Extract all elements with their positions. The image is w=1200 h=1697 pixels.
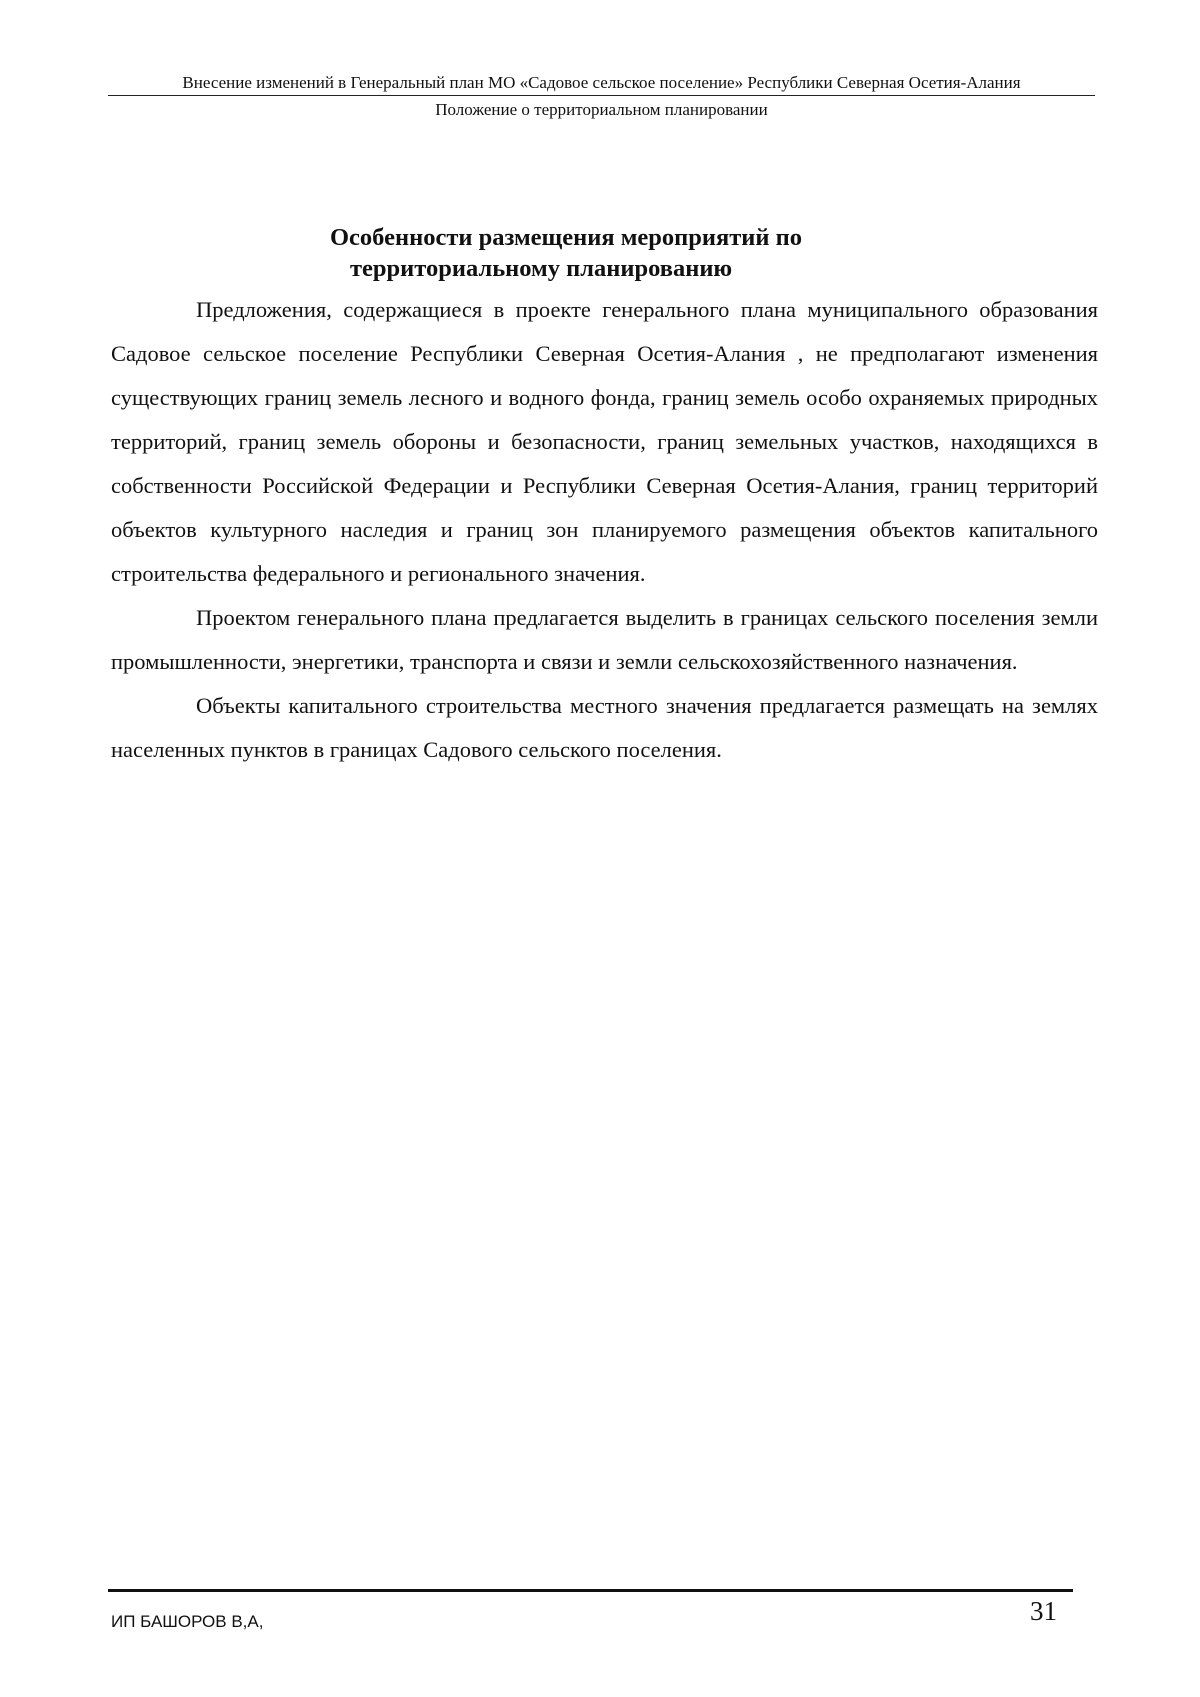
- body-text: [111, 288, 1098, 772]
- paragraph: Объекты капитального строительства местного значения предлагается размещать на землях населенных пунктов в границах Садового сельского поселения.: [111, 693, 1098, 762]
- paragraph: Предложения, содержащиеся в проекте генерального плана муниципального образования Садовое сельское поселение Республики Северная Осетия-Алания , не предполагают изменения существующих границ земель лесного и водного фонда, границ земель особо охраняемых природных территорий, границ земель обороны и безопасности, границ земельных участков, находящихся в собственности Российской Федерации и Республики Северная Осетия-Алания, границ территорий объектов культурного наследия и границ зон планируемого размещения объектов капитального строительства федерального и регионального значения.: [111, 297, 1098, 586]
- page-number: 31: [1030, 1596, 1057, 1626]
- section-heading: [330, 222, 940, 284]
- document-subtitle: Положение о территориальном планировании: [435, 100, 768, 119]
- footer-author: ИП БАШОРОВ В,А,: [111, 1612, 264, 1631]
- header-divider: [108, 95, 1095, 96]
- paragraph: Проектом генерального плана предлагается выделить в границах сельского поселения земли промышленности, энергетики, транспорта и связи и земли сельскохозяйственного назначения.: [111, 605, 1098, 674]
- footer-divider: [108, 1589, 1073, 1592]
- page-header: [108, 74, 1095, 119]
- section-heading-line-1: Особенности размещения мероприятий по: [330, 224, 803, 251]
- document-title: Внесение изменений в Генеральный план МО «Садовое сельское поселение» Республики Северная Осетия-Алания: [182, 73, 1021, 92]
- section-heading-line-2: территориальному планированию: [350, 255, 733, 282]
